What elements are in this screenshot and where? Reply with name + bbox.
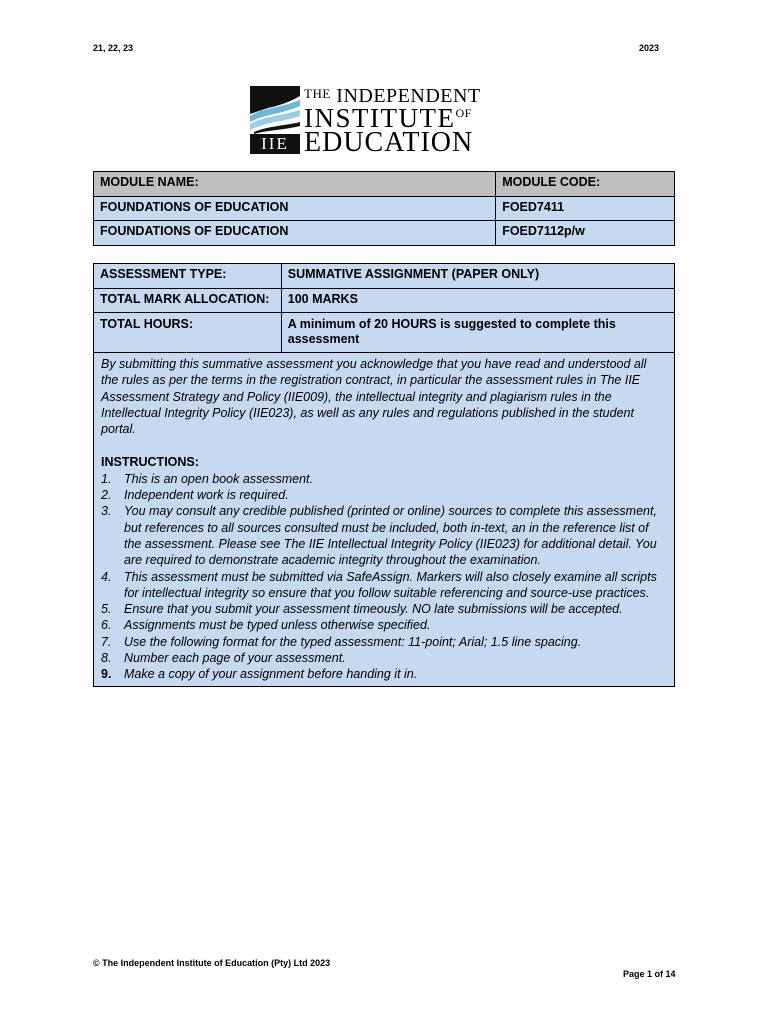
table-row bbox=[94, 172, 675, 197]
logo-line-2: $INSTITUTE^{OF}$ bbox=[304, 103, 472, 133]
iie-logo-letters: IIE bbox=[250, 134, 300, 154]
module-name-cell: FOUNDATIONS OF EDUCATION bbox=[94, 196, 496, 221]
module-name-header: MODULE NAME: bbox=[94, 172, 496, 197]
total-hours-value: A minimum of 20 HOURS is suggested to complete this assessment bbox=[281, 313, 674, 353]
table-row bbox=[94, 313, 675, 353]
list-item: 6. Assignments must be typed unless otherwise specified. bbox=[101, 618, 431, 633]
list-item: 2. Independent work is required. bbox=[101, 488, 289, 503]
instructions-list bbox=[101, 471, 667, 683]
assessment-type-value: SUMMATIVE ASSIGNMENT (PAPER ONLY) bbox=[281, 264, 674, 289]
total-mark-value: 100 MARKS bbox=[281, 288, 674, 313]
table-row bbox=[94, 288, 675, 313]
module-code-header: MODULE CODE: bbox=[496, 172, 675, 197]
module-code-cell: FOED7411 bbox=[496, 196, 675, 221]
list-item: 8. Number each page of your assessment. bbox=[101, 651, 346, 666]
list-item: 3. You may consult any credible published (printed or online) sources to complete this assessment, but references to all sources consulted must be included, both in-text, an in the reference list of the assessment. Please see The IIE Intellectual Integrity Policy (IIE023) for additional detail. You are required to demonstrate academic integrity throughout the examination. bbox=[101, 504, 657, 568]
logo-line-1: $^{THE}$ INDEPENDENT bbox=[304, 85, 481, 107]
header-year: 2023 bbox=[639, 43, 660, 53]
page-number: Page 1 of 14 bbox=[623, 969, 676, 979]
list-item: 7. Use the following format for the typed assessment: 11-point; Arial; 1.5 line spacing. bbox=[101, 634, 582, 649]
table-row bbox=[94, 264, 675, 289]
table-row bbox=[94, 221, 675, 246]
total-hours-label: TOTAL HOURS: bbox=[94, 313, 282, 353]
table-row bbox=[94, 353, 675, 687]
declaration-text: By submitting this summative assessment you acknowledge that you have read and understood all the rules as per the terms in the registration contract, in particular the assessment rules in The IIE Assessment Strategy and Policy (IIE009), the intellectual integrity and plagiarism rules in the Intellectual Integrity Policy (IIE023), as well as any rules and regulations published in the student portal. bbox=[101, 357, 647, 437]
module-table bbox=[93, 171, 675, 246]
list-item: 4. This assessment must be submitted via SafeAssign. Markers will also closely examine all scripts for intellectual integrity so ensure that you follow suitable referencing and source-use practices. bbox=[101, 569, 657, 600]
header-left-text: 21, 22, 23 bbox=[93, 43, 134, 53]
list-item: 9. Make a copy of your assignment before handing it in. bbox=[101, 667, 418, 682]
instructions-cell bbox=[94, 353, 675, 687]
logo-line-3: EDUCATION bbox=[304, 127, 474, 158]
list-item: 5. Ensure that you submit your assessment timeously. NO late submissions will be accepted. bbox=[101, 602, 623, 617]
module-code-cell: FOED7112p/w bbox=[496, 221, 675, 246]
module-name-cell: FOUNDATIONS OF EDUCATION bbox=[94, 221, 496, 246]
list-item: 1. This is an open book assessment. bbox=[101, 471, 313, 486]
instructions-title: INSTRUCTIONS: bbox=[101, 455, 199, 470]
iie-logo bbox=[250, 86, 516, 156]
footer-copyright: © The Independent Institute of Education (Pty) Ltd 2023 bbox=[93, 958, 331, 968]
total-mark-label: TOTAL MARK ALLOCATION: bbox=[94, 288, 282, 313]
assessment-type-label: ASSESSMENT TYPE: bbox=[94, 264, 282, 289]
table-row bbox=[94, 196, 675, 221]
assessment-table bbox=[93, 263, 675, 687]
